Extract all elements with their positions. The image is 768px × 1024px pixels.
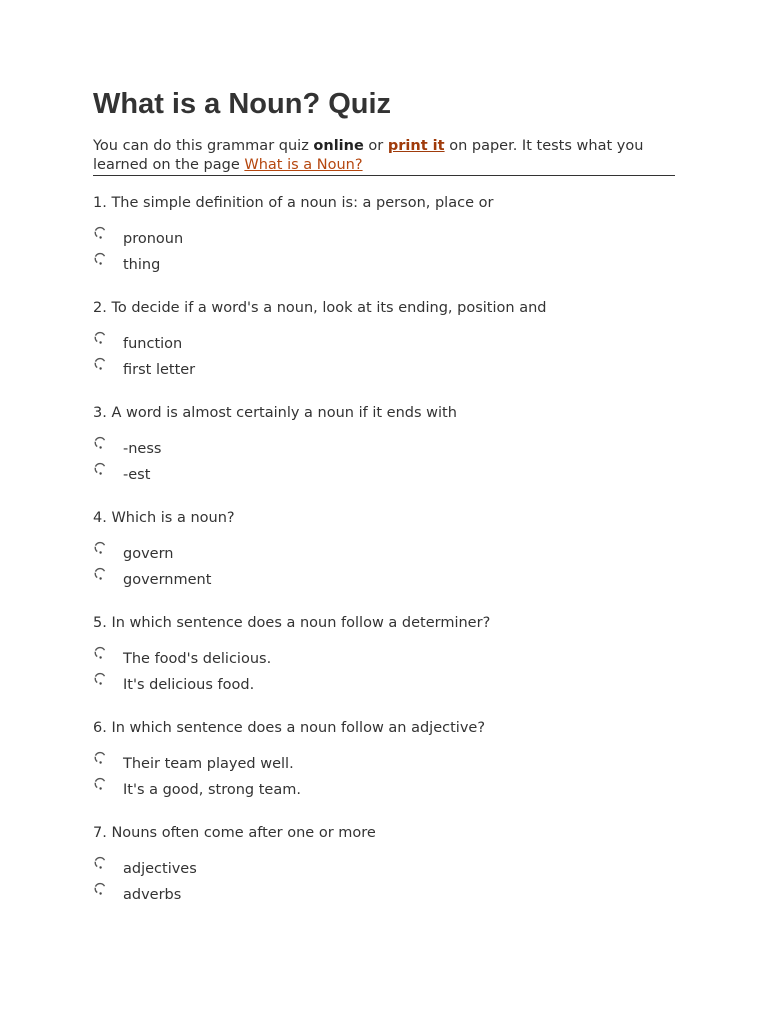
radio-button-icon[interactable] — [93, 251, 107, 265]
answer-option[interactable] — [93, 675, 675, 701]
question-text: 3. A word is almost certainly a noun if it ends with — [93, 405, 457, 421]
question-1 — [93, 193, 675, 281]
radio-button-icon[interactable] — [93, 671, 107, 685]
radio-button-icon[interactable] — [93, 435, 107, 449]
radio-button-icon[interactable] — [93, 225, 107, 239]
answer-option[interactable] — [93, 334, 675, 360]
quiz-page — [93, 85, 675, 911]
question-2 — [93, 298, 675, 386]
what-is-a-noun-link[interactable]: What is a Noun? — [244, 157, 363, 173]
question-3 — [93, 403, 675, 491]
answer-option-label: Their team played well. — [123, 756, 294, 772]
answer-option-label: government — [123, 572, 212, 588]
question-6 — [93, 718, 675, 806]
answer-option-label: -ness — [123, 441, 162, 457]
answer-option-label: govern — [123, 546, 174, 562]
answer-option-label: adverbs — [123, 887, 182, 903]
question-text: 4. Which is a noun? — [93, 510, 235, 526]
question-text: 5. In which sentence does a noun follow a determiner? — [93, 615, 491, 631]
radio-button-icon[interactable] — [93, 540, 107, 554]
question-5 — [93, 613, 675, 701]
intro-paragraph — [93, 137, 675, 176]
radio-button-icon[interactable] — [93, 750, 107, 764]
intro-text-3: on paper. It tests what you learned on the page — [93, 138, 644, 173]
page-title: What is a Noun? Quiz — [93, 88, 392, 120]
radio-button-icon[interactable] — [93, 330, 107, 344]
answer-option[interactable] — [93, 255, 675, 281]
radio-button-icon[interactable] — [93, 855, 107, 869]
answer-option[interactable] — [93, 439, 675, 465]
question-text: 1. The simple definition of a noun is: a person, place or — [93, 195, 494, 211]
answer-option[interactable] — [93, 780, 675, 806]
intro-online: online — [313, 138, 364, 154]
radio-button-icon[interactable] — [93, 566, 107, 580]
question-text: 6. In which sentence does a noun follow an adjective? — [93, 720, 486, 736]
radio-button-icon[interactable] — [93, 356, 107, 370]
radio-button-icon[interactable] — [93, 461, 107, 475]
answer-option[interactable] — [93, 465, 675, 491]
question-text: 2. To decide if a word's a noun, look at its ending, position and — [93, 300, 547, 316]
question-4 — [93, 508, 675, 596]
answer-option-label: adjectives — [123, 861, 197, 877]
answer-option-label: function — [123, 336, 183, 352]
answer-option-label: first letter — [123, 362, 196, 378]
radio-button-icon[interactable] — [93, 881, 107, 895]
answer-option[interactable] — [93, 754, 675, 780]
answer-option[interactable] — [93, 859, 675, 885]
answer-option-label: pronoun — [123, 231, 184, 247]
intro-text-2: or — [363, 138, 388, 154]
answer-option-label: It's a good, strong team. — [123, 782, 301, 798]
answer-option-label: It's delicious food. — [123, 677, 255, 693]
answer-option[interactable] — [93, 649, 675, 675]
answer-option-label: thing — [123, 257, 161, 273]
answer-option[interactable] — [93, 570, 675, 596]
question-7 — [93, 823, 675, 911]
answer-option[interactable] — [93, 885, 675, 911]
radio-button-icon[interactable] — [93, 645, 107, 659]
answer-option-label: -est — [123, 467, 151, 483]
question-text: 7. Nouns often come after one or more — [93, 825, 376, 841]
radio-button-icon[interactable] — [93, 776, 107, 790]
intro-text-1: You can do this grammar quiz — [93, 138, 314, 154]
answer-option[interactable] — [93, 544, 675, 570]
question-list — [93, 193, 675, 911]
answer-option[interactable] — [93, 360, 675, 386]
print-it-link[interactable]: print it — [387, 138, 445, 154]
answer-option-label: The food's delicious. — [123, 651, 272, 667]
answer-option[interactable] — [93, 229, 675, 255]
